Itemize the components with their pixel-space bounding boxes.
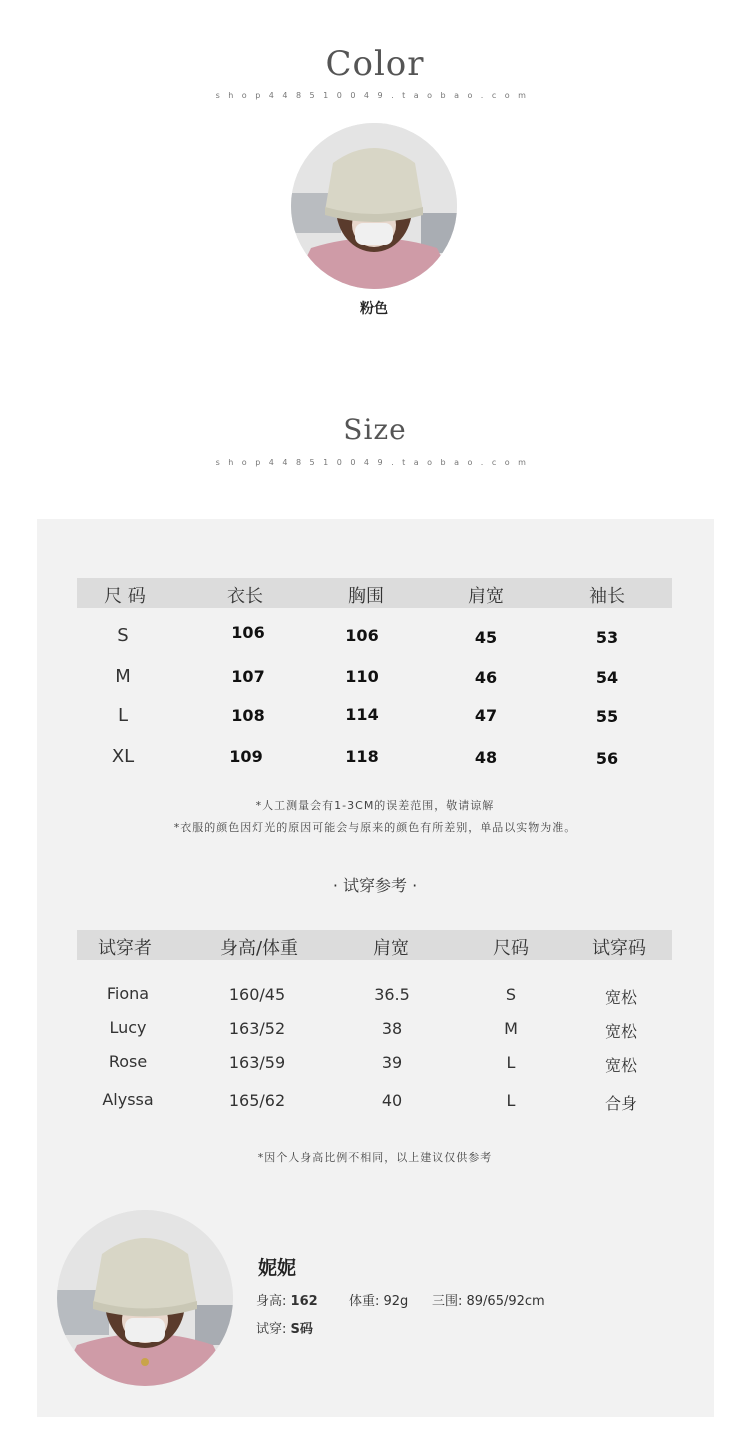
tester-name: Alyssa xyxy=(102,1090,154,1109)
height-value: 162 xyxy=(290,1294,318,1309)
trial-value: S码 xyxy=(290,1322,313,1337)
size-cell: L xyxy=(117,705,129,726)
fit-reference-title: · 试穿参考 · xyxy=(332,876,418,895)
chest-cell: 110 xyxy=(345,667,379,686)
tester-shoulder: 36.5 xyxy=(374,985,410,1004)
size-table-header-cell: 尺 码 xyxy=(104,586,146,607)
shoulder-cell: 47 xyxy=(474,706,498,725)
model-weight: 体重: 92g xyxy=(349,1294,409,1309)
size-cell: M xyxy=(115,666,131,687)
shoulder-cell: 46 xyxy=(474,668,498,687)
length-cell: 109 xyxy=(229,747,263,766)
size-heading: Size xyxy=(343,413,407,446)
size-table-header-cell: 胸围 xyxy=(348,586,384,607)
sleeve-cell: 53 xyxy=(595,628,619,647)
shoulder-cell: 48 xyxy=(474,748,498,767)
chest-cell: 106 xyxy=(345,626,379,645)
shop-url-2: shop448510049.taobao.com xyxy=(215,458,535,467)
tester-shoulder: 40 xyxy=(381,1091,403,1110)
model-name: 妮妮 xyxy=(258,1257,297,1279)
fit-table-header-cell: 试穿者 xyxy=(98,938,152,959)
tester-name: Rose xyxy=(108,1052,148,1071)
sleeve-cell: 54 xyxy=(595,668,619,687)
model-measurements: 三围: 89/65/92cm xyxy=(432,1294,545,1309)
model-avatar[interactable] xyxy=(57,1210,233,1386)
size-cell: XL xyxy=(111,746,135,767)
size-table-header-cell: 袖长 xyxy=(589,586,625,607)
tester-shoulder: 38 xyxy=(381,1019,403,1038)
tester-size: S xyxy=(505,985,517,1004)
tester-size: M xyxy=(504,1019,518,1038)
fit-table-header-cell: 肩宽 xyxy=(373,938,409,959)
model-photo-image xyxy=(291,123,457,289)
size-cell: S xyxy=(117,625,129,646)
tester-fit: 宽松 xyxy=(604,1022,637,1041)
swatch-label: 粉色 xyxy=(360,301,388,317)
tester-name: Fiona xyxy=(106,984,150,1003)
fit-table-header-cell: 尺码 xyxy=(493,938,529,959)
fit-table-header-cell: 试穿码 xyxy=(592,938,646,959)
tester-fit: 宽松 xyxy=(604,1056,637,1075)
sleeve-cell: 55 xyxy=(595,707,619,726)
tester-height-weight: 165/62 xyxy=(228,1091,286,1110)
color-swatch-photo[interactable] xyxy=(291,123,457,289)
tester-shoulder: 39 xyxy=(381,1053,403,1072)
tester-size: L xyxy=(506,1091,516,1110)
color-note: *衣服的颜色因灯光的原因可能会与原来的颜色有所差别，单品以实物为准。 xyxy=(173,821,577,834)
chest-cell: 114 xyxy=(345,705,379,724)
tester-height-weight: 163/59 xyxy=(228,1053,286,1072)
size-table-header-cell: 衣长 xyxy=(227,586,263,607)
color-heading: Color xyxy=(325,44,425,84)
tester-fit: 宽松 xyxy=(604,988,637,1007)
length-cell: 106 xyxy=(231,623,265,642)
tester-height-weight: 160/45 xyxy=(228,985,286,1004)
sleeve-cell: 56 xyxy=(595,749,619,768)
fit-disclaimer: *因个人身高比例不相同，以上建议仅供参考 xyxy=(257,1151,493,1164)
chest-cell: 118 xyxy=(345,747,379,766)
size-table-header-cell: 肩宽 xyxy=(468,586,504,607)
tester-height-weight: 163/52 xyxy=(228,1019,286,1038)
height-label: 身高: xyxy=(256,1294,287,1309)
fit-table-header-cell: 身高/体重 xyxy=(219,938,299,959)
model-trial-line xyxy=(256,1318,313,1337)
model-height-line xyxy=(256,1290,318,1309)
model-avatar-image xyxy=(57,1210,233,1386)
length-cell: 108 xyxy=(231,706,265,725)
tester-size: L xyxy=(506,1053,516,1072)
trial-label: 试穿: xyxy=(256,1322,287,1337)
shop-url: shop448510049.taobao.com xyxy=(215,91,535,100)
shoulder-cell: 45 xyxy=(474,628,498,647)
tester-fit: 合身 xyxy=(604,1094,637,1113)
tester-name: Lucy xyxy=(109,1018,147,1037)
measurement-note: *人工测量会有1-3CM的误差范围，敬请谅解 xyxy=(255,799,495,812)
length-cell: 107 xyxy=(231,667,265,686)
